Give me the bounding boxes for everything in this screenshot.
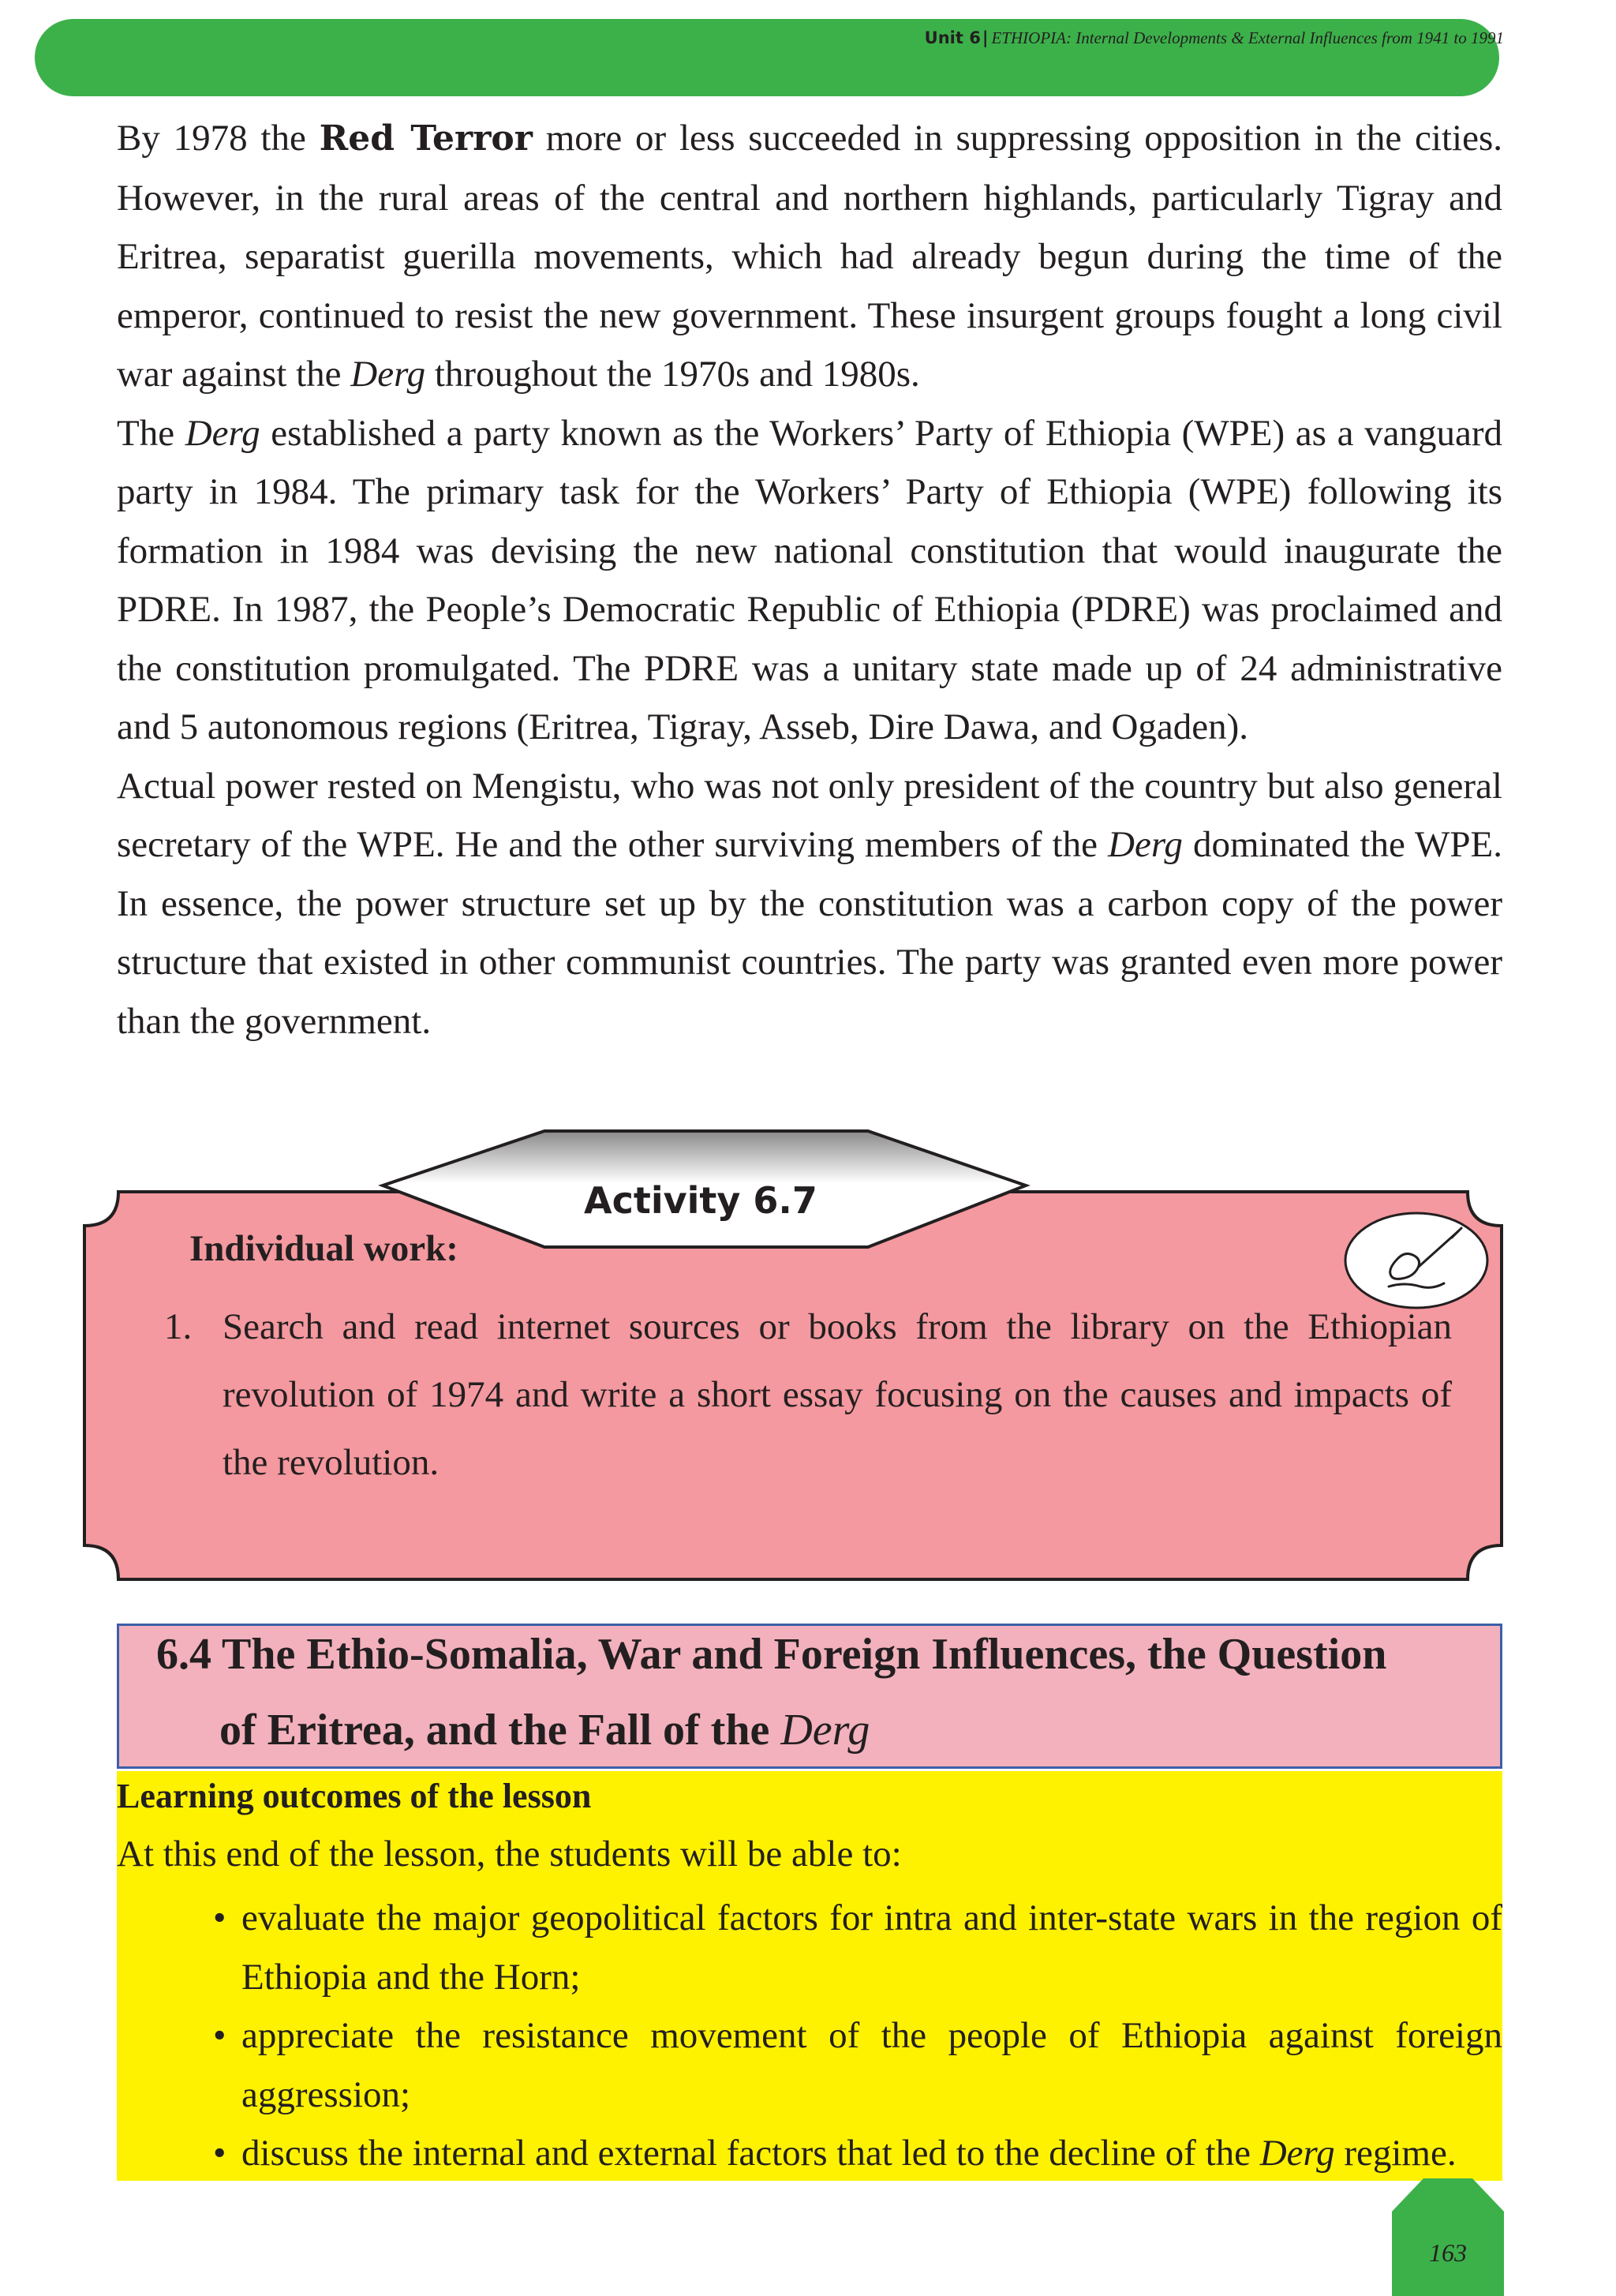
- list-item: [213, 2006, 1502, 2124]
- learning-outcomes-intro: At this end of the lesson, the students will be able to:: [117, 1833, 902, 1875]
- activity-subtitle: Individual work:: [189, 1228, 458, 1269]
- activity-title: Activity 6.7: [584, 1179, 817, 1222]
- bold-term: Red Terror: [319, 118, 533, 159]
- section-title-line-1: 6.4 The Ethio-Somalia, War and Foreign Influences, the Question: [156, 1630, 1387, 1679]
- bullet: •: [213, 1897, 226, 1938]
- page-number-badge: [1392, 2178, 1504, 2296]
- learning-outcomes-title: Learning outcomes of the lesson: [117, 1777, 592, 1815]
- italic-term: Derg: [1108, 824, 1183, 865]
- text-run: appreciate the resistance movement of the people of Ethiopia against foreign aggression;: [241, 2015, 1502, 2115]
- list-item: [213, 2124, 1502, 2183]
- learning-outcomes-list: [213, 1889, 1502, 2183]
- italic-term: Derg: [1259, 2133, 1335, 2174]
- unit-label: Unit 6: [924, 28, 981, 47]
- italic-term: Derg: [780, 1706, 870, 1755]
- text-run: discuss the internal and external factors that led to the decline of the: [241, 2133, 1260, 2174]
- italic-term: Derg: [185, 412, 260, 454]
- bullet: •: [213, 2015, 226, 2056]
- text-run: evaluate the major geopolitical factors for intra and inter-state wars in the region of Ethiopia and the Horn;: [241, 1897, 1502, 1998]
- page-number: 163: [1429, 2238, 1467, 2267]
- text-run: established a party known as the Workers’ Party of Ethiopia (WPE) as a vanguard party in 1984. The primary task for the Workers’ Party of Ethiopia (WPE) following its formation in 1984 was devising the new national constitution that would inaugurate the PDRE. In 1987, the People’s Democratic Republic of Ethiopia (PDRE) was proclaimed and the constitution promulgated. The PDRE was a unitary state made up of 24 administrative and 5 autonomous regions (Eritrea, Tigray, Asseb, Dire Dawa, and Ogaden).: [117, 412, 1502, 747]
- text-run: By 1978 the: [117, 118, 320, 159]
- italic-term: Derg: [350, 354, 426, 395]
- section-title-line-2: [219, 1705, 870, 1755]
- list-item: [213, 1889, 1502, 2006]
- text-run: throughout the 1970s and 1980s.: [425, 354, 920, 395]
- text-run: of Eritrea, and the Fall of the: [219, 1706, 781, 1755]
- header-separator: |: [982, 28, 989, 47]
- activity-task: [164, 1293, 1452, 1496]
- text-run: dominated the WPE. In essence, the power structure set up by the constitution was a carbon copy of the power structure that existed in other communist countries. The party was granted even more power than the government.: [117, 824, 1502, 1042]
- header-title: ETHIOPIA: Internal Developments & External Influences from 1941 to 1991: [991, 28, 1504, 47]
- bullet: •: [213, 2133, 226, 2174]
- text-run: The: [117, 412, 185, 454]
- text-run: Actual power rested on Mengistu, who was not only president of the country but also general secretary of the WPE. He and the other surviving members of the: [117, 765, 1502, 865]
- text-run: regime.: [1334, 2133, 1457, 2174]
- task-text: Search and read internet sources or books from the library on the Ethiopian revolution of 1974 and write a short essay focusing on the causes and impacts of the revolution.: [223, 1306, 1452, 1483]
- text-run: more or less succeeded in suppressing opposition in the cities. However, in the rural areas of the central and northern highlands, particularly Tigray and Eritrea, separatist guerilla movements, which had already begun during the time of the emperor, continued to resist the new government. These insurgent groups fought a long civil war against the: [117, 118, 1502, 395]
- task-number: 1.: [164, 1306, 193, 1347]
